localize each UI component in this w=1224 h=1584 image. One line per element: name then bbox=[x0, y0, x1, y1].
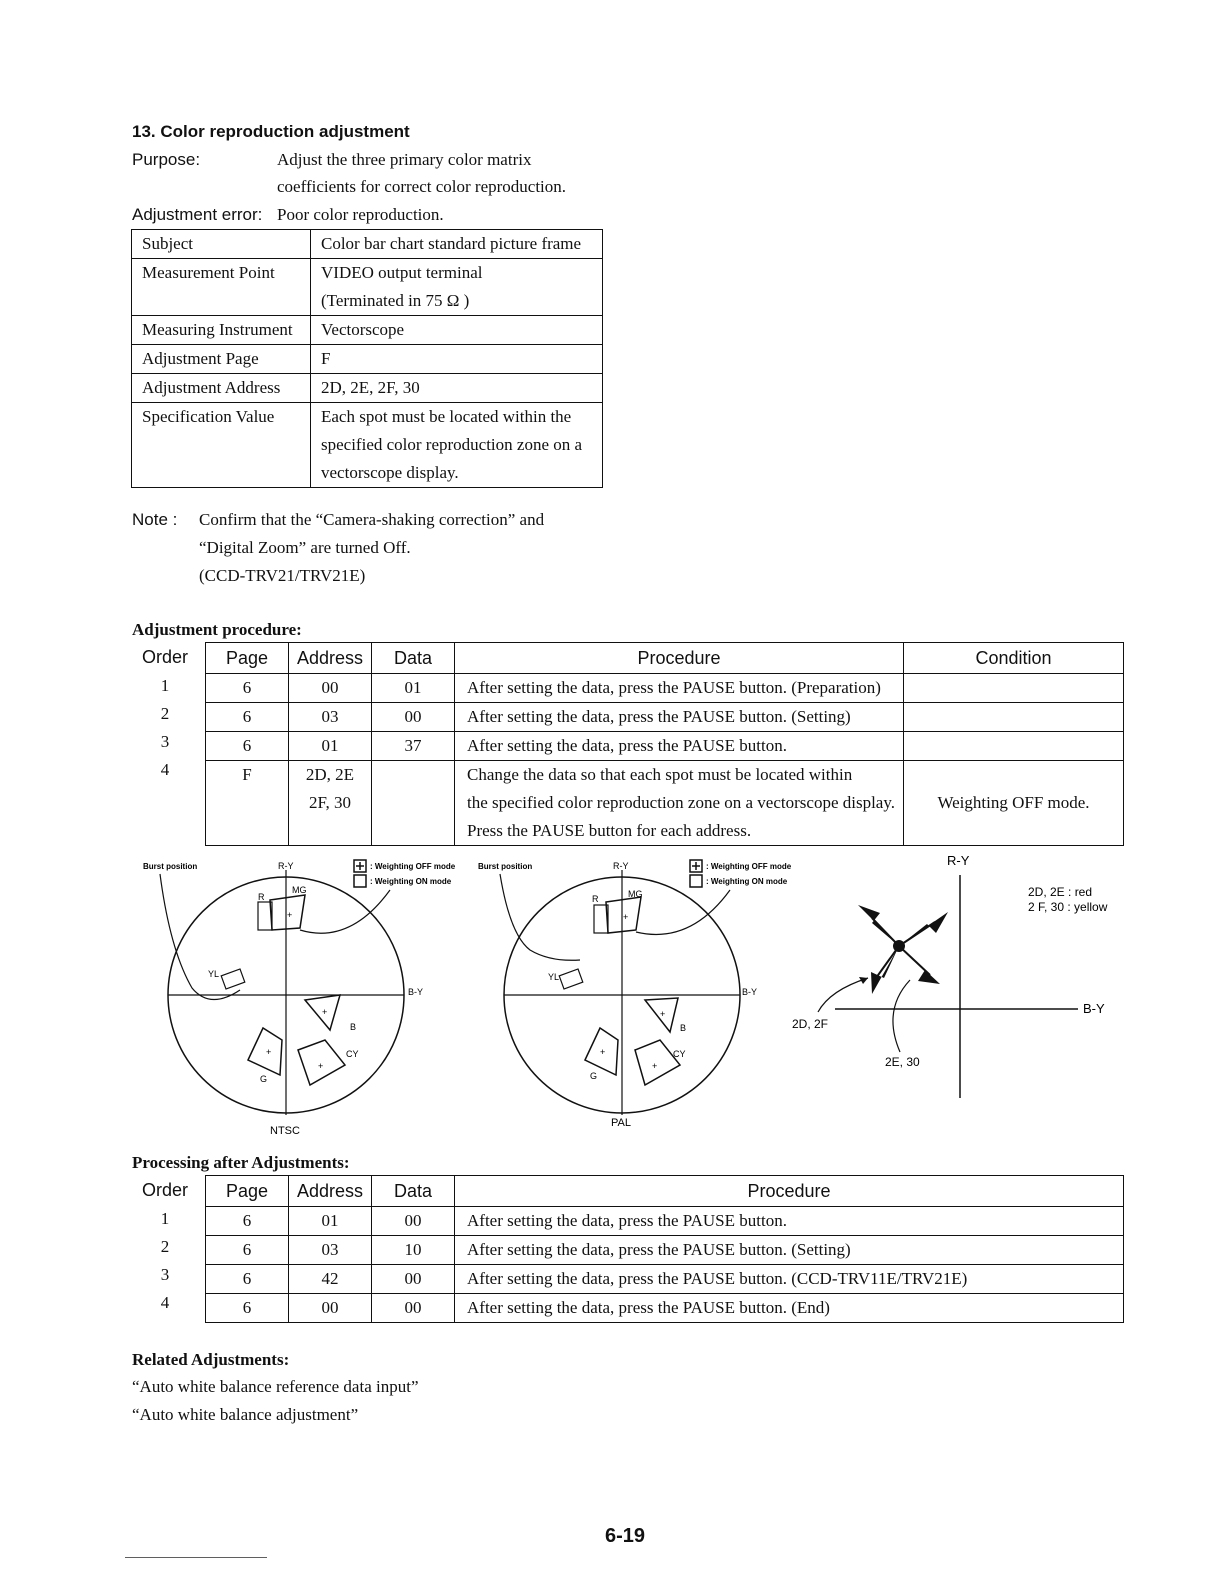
spec-value-line: Each spot must be located within the bbox=[321, 407, 572, 426]
pal-weighting-on: : Weighting ON mode bbox=[706, 877, 788, 886]
footer-rule bbox=[125, 1557, 267, 1558]
spec-key: Measuring Instrument bbox=[132, 316, 311, 345]
procedure-condition: Weighting OFF mode. bbox=[904, 761, 1124, 846]
procedure-order: 4 bbox=[160, 760, 170, 779]
procedure-address bbox=[289, 674, 372, 703]
procedure-text-line: After setting the data, press the PAUSE button. (Setting) bbox=[467, 707, 851, 726]
svg-text:+: + bbox=[660, 1009, 666, 1019]
spec-row bbox=[132, 374, 603, 403]
procedure-text-line: Change the data so that each spot must be located within bbox=[467, 765, 853, 784]
procedure-text bbox=[455, 732, 904, 761]
procedure-address-line: 00 bbox=[321, 678, 339, 697]
processing-after-heading: Processing after Adjustments: bbox=[132, 1153, 350, 1172]
post-col-procedure: Procedure bbox=[455, 1176, 1124, 1207]
spec-key: Specification Value bbox=[132, 403, 311, 488]
svg-text:+: + bbox=[652, 1061, 658, 1071]
note-label: Note : bbox=[132, 510, 178, 529]
vectorscope-diagrams bbox=[130, 850, 1130, 1140]
spec-value bbox=[311, 403, 603, 488]
pal-cy-label: CY bbox=[673, 1049, 686, 1059]
procedure-address-line: 03 bbox=[321, 707, 339, 726]
procedure-text-line: After setting the data, press the PAUSE button. (Preparation) bbox=[467, 678, 881, 697]
procedure-order: 1 bbox=[160, 676, 170, 695]
processing-order-header: Order bbox=[141, 1180, 188, 1200]
ntsc-yl-label: YL bbox=[208, 969, 220, 979]
procedure-text bbox=[455, 761, 904, 846]
procedure-row bbox=[206, 703, 1124, 732]
procedure-text bbox=[455, 703, 904, 732]
adjustment-error-label: Adjustment error: bbox=[132, 205, 263, 224]
procedure-page: 6 bbox=[206, 703, 289, 732]
pal-weighting-off: : Weighting OFF mode bbox=[706, 862, 792, 871]
processing-data: 00 bbox=[372, 1265, 455, 1294]
pal-label: PAL bbox=[611, 1117, 631, 1129]
ntsc-diagram bbox=[143, 860, 456, 1137]
procedure-page: 6 bbox=[206, 732, 289, 761]
procedure-address bbox=[289, 703, 372, 732]
procedure-row bbox=[206, 674, 1124, 703]
processing-after-table bbox=[205, 1175, 1124, 1323]
processing-procedure: After setting the data, press the PAUSE button. (CCD-TRV11E/TRV21E) bbox=[455, 1265, 1124, 1294]
procedure-text-line: After setting the data, press the PAUSE button. bbox=[467, 736, 787, 755]
order-header: Order bbox=[141, 647, 188, 667]
ntsc-cy-label: CY bbox=[346, 1049, 359, 1059]
spec-value-line: specified color reproduction zone on a bbox=[321, 435, 583, 454]
spec-key: Subject bbox=[132, 230, 311, 259]
spec-row bbox=[132, 345, 603, 374]
ntsc-weighting-off: : Weighting OFF mode bbox=[370, 862, 456, 871]
pal-g-label: G bbox=[590, 1071, 598, 1081]
note-line-3: (CCD-TRV21/TRV21E) bbox=[199, 566, 366, 585]
pal-diagram bbox=[478, 860, 792, 1129]
pal-burst-label: Burst position bbox=[478, 862, 533, 871]
ntsc-mg-label: MG bbox=[292, 885, 307, 895]
spec-value-line: vectorscope display. bbox=[321, 463, 459, 482]
ntsc-by-label: B-Y bbox=[408, 987, 424, 997]
ntsc-weighting-on: : Weighting ON mode bbox=[370, 877, 452, 886]
pal-yl-label: YL bbox=[548, 972, 560, 982]
col-page: Page bbox=[206, 643, 289, 674]
ntsc-g-label: G bbox=[260, 1074, 268, 1084]
ntsc-burst-label: Burst position bbox=[143, 862, 198, 871]
procedure-address bbox=[289, 761, 372, 846]
spec-value bbox=[311, 316, 603, 345]
spec-row bbox=[132, 230, 603, 259]
processing-row bbox=[206, 1265, 1124, 1294]
procedure-data: 37 bbox=[372, 732, 455, 761]
processing-address: 42 bbox=[289, 1265, 372, 1294]
axes-diagram bbox=[792, 853, 1108, 1098]
processing-address: 01 bbox=[289, 1207, 372, 1236]
procedure-condition bbox=[904, 732, 1124, 761]
processing-data: 00 bbox=[372, 1294, 455, 1323]
adjustment-procedure-heading: Adjustment procedure: bbox=[132, 620, 302, 639]
related-item: “Auto white balance adjustment” bbox=[132, 1405, 359, 1424]
pal-mg-label: MG bbox=[628, 889, 643, 899]
procedure-order: 3 bbox=[160, 732, 170, 751]
axes-ry-label: R-Y bbox=[947, 853, 970, 868]
post-col-data: Data bbox=[372, 1176, 455, 1207]
processing-order: 4 bbox=[160, 1293, 170, 1312]
svg-text:+: + bbox=[600, 1047, 606, 1057]
adjustment-error-value: Poor color reproduction. bbox=[277, 205, 444, 224]
spec-value bbox=[311, 374, 603, 403]
processing-data: 10 bbox=[372, 1236, 455, 1265]
spec-value-line: F bbox=[321, 349, 331, 368]
procedure-order: 2 bbox=[160, 704, 170, 723]
processing-address: 00 bbox=[289, 1294, 372, 1323]
processing-order: 2 bbox=[160, 1237, 170, 1256]
svg-text:+: + bbox=[266, 1047, 272, 1057]
processing-procedure: After setting the data, press the PAUSE button. (Setting) bbox=[455, 1236, 1124, 1265]
related-heading: Related Adjustments: bbox=[132, 1350, 290, 1369]
col-condition: Condition bbox=[904, 643, 1124, 674]
axes-by-label: B-Y bbox=[1083, 1001, 1105, 1016]
procedure-data: 01 bbox=[372, 674, 455, 703]
related-item: “Auto white balance reference data input” bbox=[132, 1377, 419, 1396]
procedure-address-line: 2D, 2E bbox=[305, 765, 355, 784]
svg-text:+: + bbox=[318, 1061, 324, 1071]
procedure-data: 00 bbox=[372, 703, 455, 732]
adjustment-procedure-table bbox=[205, 642, 1124, 846]
spec-row bbox=[132, 259, 603, 316]
spec-table bbox=[131, 229, 603, 488]
processing-procedure: After setting the data, press the PAUSE button. bbox=[455, 1207, 1124, 1236]
processing-address: 03 bbox=[289, 1236, 372, 1265]
procedure-text-line: the specified color reproduction zone on a vectorscope display. bbox=[467, 793, 895, 812]
ntsc-r-label: R bbox=[258, 892, 265, 902]
post-col-page: Page bbox=[206, 1176, 289, 1207]
procedure-address-line: 01 bbox=[321, 736, 339, 755]
spec-key: Measurement Point bbox=[132, 259, 311, 316]
spec-row bbox=[132, 403, 603, 488]
ntsc-label: NTSC bbox=[270, 1125, 300, 1137]
svg-text:+: + bbox=[623, 912, 629, 922]
pal-by-label: B-Y bbox=[742, 987, 758, 997]
spec-value-line: Vectorscope bbox=[321, 320, 405, 339]
procedure-condition bbox=[904, 703, 1124, 732]
procedure-text bbox=[455, 674, 904, 703]
pal-ry-label: R-Y bbox=[613, 861, 629, 871]
svg-text:+: + bbox=[322, 1007, 328, 1017]
section-title: 13. Color reproduction adjustment bbox=[132, 122, 410, 141]
procedure-text-line: Press the PAUSE button for each address. bbox=[467, 821, 752, 840]
col-address: Address bbox=[289, 643, 372, 674]
spec-value bbox=[311, 259, 603, 316]
post-col-address: Address bbox=[289, 1176, 372, 1207]
procedure-page: 6 bbox=[206, 674, 289, 703]
processing-row bbox=[206, 1207, 1124, 1236]
processing-order: 3 bbox=[160, 1265, 170, 1284]
processing-page: 6 bbox=[206, 1207, 289, 1236]
procedure-condition bbox=[904, 674, 1124, 703]
spec-value bbox=[311, 345, 603, 374]
spec-value bbox=[311, 230, 603, 259]
processing-order: 1 bbox=[160, 1209, 170, 1228]
purpose-label: Purpose: bbox=[132, 150, 201, 169]
spec-value-line: Color bar chart standard picture frame bbox=[321, 234, 582, 253]
spec-value-line: 2D, 2E, 2F, 30 bbox=[321, 378, 420, 397]
procedure-data bbox=[372, 761, 455, 846]
spec-key: Adjustment Address bbox=[132, 374, 311, 403]
procedure-address-line: 2F, 30 bbox=[308, 793, 352, 812]
processing-page: 6 bbox=[206, 1294, 289, 1323]
procedure-row bbox=[206, 761, 1124, 846]
col-procedure: Procedure bbox=[455, 643, 904, 674]
col-data: Data bbox=[372, 643, 455, 674]
note-line-2: “Digital Zoom” are turned Off. bbox=[199, 538, 411, 557]
spec-value-line: VIDEO output terminal bbox=[321, 263, 483, 282]
label-2d-2f: 2D, 2F bbox=[792, 1017, 829, 1031]
procedure-row bbox=[206, 732, 1124, 761]
page-number: 6-19 bbox=[605, 1525, 646, 1547]
ntsc-b-label: B bbox=[350, 1022, 357, 1032]
processing-page: 6 bbox=[206, 1236, 289, 1265]
spec-key: Adjustment Page bbox=[132, 345, 311, 374]
pal-r-label: R bbox=[592, 894, 599, 904]
purpose-line-1: Adjust the three primary color matrix bbox=[277, 150, 532, 169]
procedure-address bbox=[289, 732, 372, 761]
spec-value-line: (Terminated in 75 Ω ) bbox=[321, 291, 470, 310]
label-2e-30: 2E, 30 bbox=[885, 1055, 920, 1069]
pal-b-label: B bbox=[680, 1023, 687, 1033]
purpose-line-2: coefficients for correct color reproduction. bbox=[277, 177, 567, 196]
ntsc-ry-label: R-Y bbox=[278, 861, 294, 871]
processing-page: 6 bbox=[206, 1265, 289, 1294]
note-line-1: Confirm that the “Camera-shaking correction” and bbox=[199, 510, 545, 529]
legend-red: 2D, 2E : red bbox=[1028, 885, 1093, 899]
legend-yellow: 2 F, 30 : yellow bbox=[1028, 900, 1108, 914]
spec-row bbox=[132, 316, 603, 345]
processing-row bbox=[206, 1294, 1124, 1323]
processing-data: 00 bbox=[372, 1207, 455, 1236]
procedure-page: F bbox=[206, 761, 289, 846]
svg-text:+: + bbox=[287, 910, 293, 920]
processing-row bbox=[206, 1236, 1124, 1265]
processing-procedure: After setting the data, press the PAUSE button. (End) bbox=[455, 1294, 1124, 1323]
